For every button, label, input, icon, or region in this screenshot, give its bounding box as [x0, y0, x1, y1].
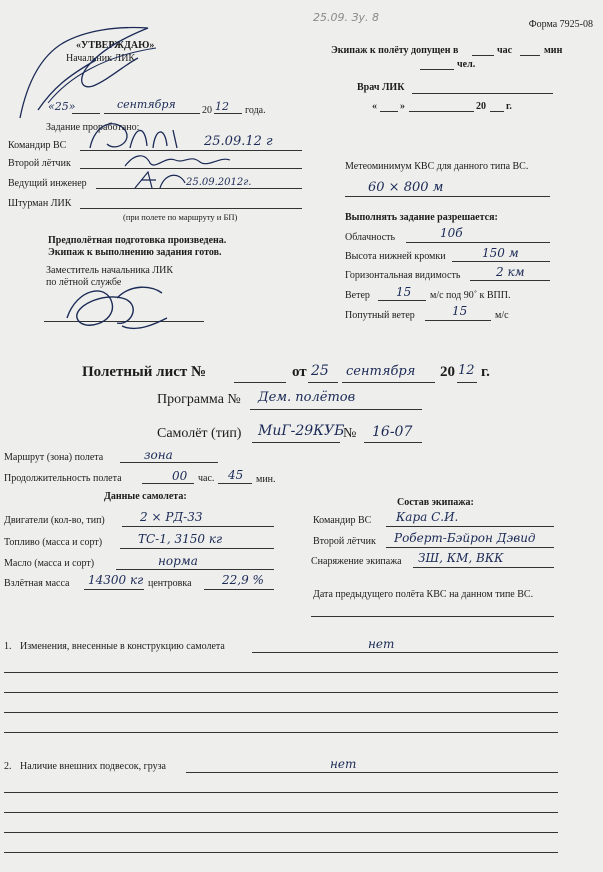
duration-hours-label: час. — [198, 473, 215, 484]
aircraft-number-label: № — [343, 426, 357, 441]
commander-label: Командир ВС — [8, 140, 67, 151]
form-number: Форма 7925-08 — [528, 19, 593, 30]
crew-second-value: Роберт-Бэйрон Дэвид — [394, 531, 536, 545]
approval-month: сентября — [117, 98, 176, 111]
section1-number: 1. — [4, 641, 12, 652]
approval-year-suffix: 12 — [215, 100, 229, 113]
oil-label: Масло (масса и сорт) — [4, 558, 95, 569]
second-pilot-label: Второй лётчик — [8, 158, 71, 169]
program-value: Дем. полётов — [258, 390, 356, 405]
tailwind-label: Попутный ветер — [345, 310, 415, 321]
cg-label: центровка — [148, 578, 192, 589]
route-value: зона — [144, 448, 173, 462]
tailwind-unit: м/с — [495, 310, 509, 321]
deputy-line1: Заместитель начальника ЛИК — [46, 265, 174, 276]
doctor-date-open: « — [372, 101, 377, 112]
sheet-from-label: от — [292, 364, 307, 380]
duration-hours: 00 — [172, 469, 188, 483]
approval-year-prefix: 20 — [202, 105, 212, 116]
crew-admission-hours: час — [497, 45, 513, 56]
lead-engineer-label: Ведущий инженер — [8, 178, 87, 189]
sheet-year-prefix: 20 — [440, 364, 455, 380]
section2-label: Наличие внешних подвесок, груза — [20, 761, 166, 772]
approved-label: «УТВЕРЖДАЮ» — [76, 40, 155, 51]
takeoff-mass-label: Взлётная масса — [4, 578, 70, 589]
crew-title: Состав экипажа: — [397, 497, 474, 508]
crew-admission-label: Экипаж к полёту допущен в — [331, 45, 459, 56]
aircraft-number-value: 16-07 — [372, 424, 413, 440]
aircraft-type-value: МиГ-29КУБ — [258, 423, 345, 439]
engines-label: Двигатели (кол-во, тип) — [4, 515, 105, 526]
cloudiness-value: 10б — [440, 226, 463, 240]
pencil-note: 25.09. Зу. 8 — [313, 11, 380, 24]
sheet-title: Полетный лист № — [82, 364, 207, 380]
cg-value: 22,9 % — [222, 573, 264, 587]
wind-value: 15 — [396, 285, 412, 299]
sheet-day: 25 — [311, 363, 329, 379]
sheet-year-word: г. — [481, 364, 490, 380]
sheet-month: сентября — [346, 364, 416, 379]
crew-commander-label: Командир ВС — [313, 515, 372, 526]
approval-day: «25» — [48, 100, 76, 113]
section1-label: Изменения, внесенные в конструкцию самолета — [20, 641, 225, 652]
commander-sign-date: 25.09.12 г — [204, 134, 273, 149]
fuel-value: ТС-1, 3150 кг — [138, 532, 223, 546]
lead-engineer-date: 25.09.2012г. — [186, 177, 252, 188]
crew-commander-value: Кара С.И. — [396, 510, 459, 524]
oil-value: норма — [158, 554, 198, 568]
route-label: Маршрут (зона) полета — [4, 452, 104, 463]
ceiling-value: 150 м — [482, 246, 519, 260]
section2-value: нет — [330, 757, 357, 771]
crew-admission-suffix: чел. — [457, 59, 476, 70]
crew-equipment-label: Снаряжение экипажа — [311, 556, 402, 567]
wind-label: Ветер — [345, 290, 370, 301]
visibility-value: 2 км — [496, 265, 525, 279]
weather-minimum-value: 60 × 800 м — [368, 180, 444, 195]
visibility-label: Горизонтальная видимость — [345, 270, 461, 281]
tailwind-value: 15 — [452, 304, 468, 318]
doctor-year-word: г. — [506, 101, 512, 112]
crew-second-label: Второй лётчик — [313, 536, 376, 547]
engines-value: 2 × РД-33 — [140, 510, 203, 524]
section2-number: 2. — [4, 761, 12, 772]
weather-minimum-label: Метеоминимум КВС для данного типа ВС. — [345, 161, 529, 172]
preflight-line2: Экипаж к выполнению задания готов. — [48, 247, 222, 258]
crew-admission-minutes: мин — [544, 45, 563, 56]
navigator-note: (при полете по маршруту и БП) — [123, 212, 238, 222]
navigator-label: Штурман ЛИК — [8, 198, 72, 209]
doctor-year-prefix: 20 — [476, 101, 486, 112]
duration-minutes-label: мин. — [256, 474, 276, 485]
fuel-label: Топливо (масса и сорт) — [4, 537, 103, 548]
aircraft-type-label: Самолёт (тип) — [157, 426, 242, 441]
approval-year-word: года. — [245, 105, 266, 116]
duration-label: Продолжительность полета — [4, 473, 122, 484]
duration-minutes: 45 — [228, 468, 244, 482]
allowed-label: Выполнять задание разрешается: — [345, 212, 498, 223]
doctor-label: Врач ЛИК — [357, 82, 405, 93]
crew-equipment-value: ЗШ, КМ, ВКК — [418, 551, 504, 565]
takeoff-mass-value: 14300 кг — [88, 573, 144, 587]
aircraft-data-title: Данные самолета: — [104, 491, 187, 502]
wind-suffix: м/с под 90˚ к ВПП. — [430, 290, 511, 301]
task-studied-label: Задание проработано: — [46, 122, 140, 133]
preflight-line1: Предполётная подготовка произведена. — [48, 235, 227, 246]
ceiling-label: Высота нижней кромки — [345, 251, 446, 262]
deputy-line2: по лётной службе — [46, 277, 122, 288]
doctor-date-close: » — [400, 101, 405, 112]
deputy-signature — [62, 278, 172, 338]
prev-flight-label: Дата предыдущего полёта КВС на данном типе ВС. — [313, 589, 534, 600]
sheet-year-suffix: 12 — [458, 363, 475, 378]
approver-position: Начальник ЛИК — [66, 53, 136, 64]
program-label: Программа № — [157, 392, 241, 407]
cloudiness-label: Облачность — [345, 232, 396, 243]
lead-engineer-signature — [130, 168, 190, 193]
section1-value: нет — [368, 637, 395, 651]
